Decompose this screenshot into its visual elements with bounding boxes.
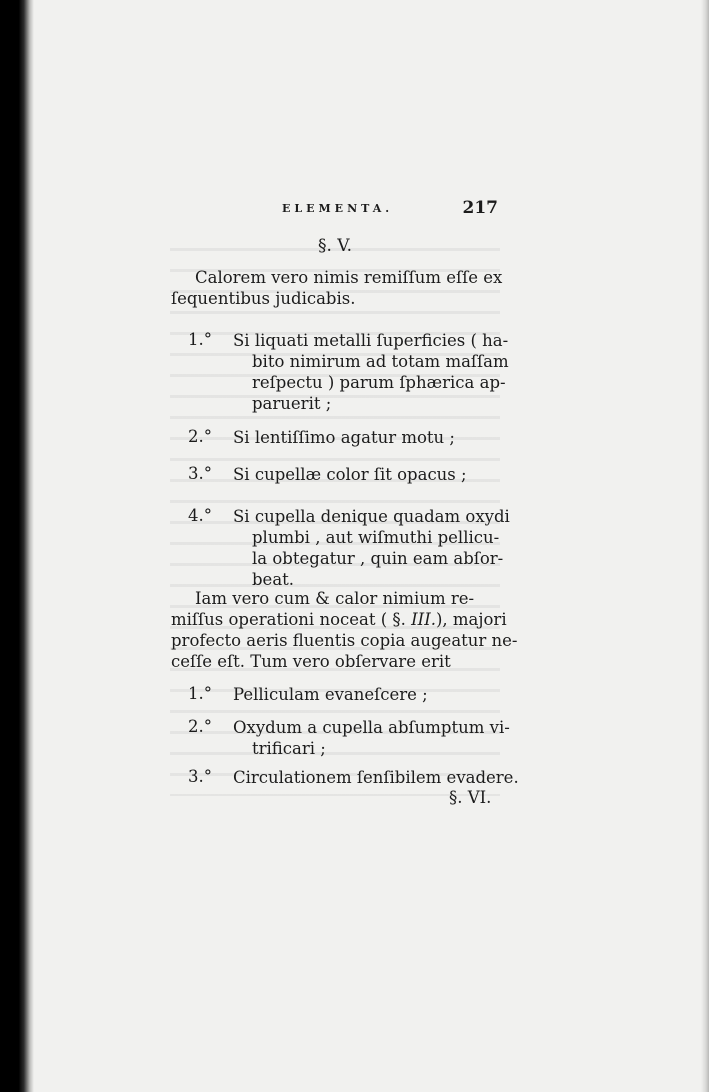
section-title: §. V.: [317, 236, 353, 256]
para2-line-2: [171, 609, 507, 630]
list1-item4-line-4: beat.: [252, 570, 295, 589]
list2-item2-line-1: Oxydum a cupella abſumptum vi-: [233, 718, 510, 737]
page-number: 217: [462, 198, 498, 218]
list2-item1-line-1: Pelliculam evaneſcere ;: [233, 685, 428, 704]
para2-line-2-tail: ), majori: [435, 610, 507, 629]
list1-item3-line-1: Si cupellæ color ſit opacus ;: [233, 465, 467, 484]
page-header: [170, 198, 500, 222]
running-head: ELEMENTA.: [282, 202, 394, 215]
list1-item4-line-3: la obtegatur , quin eam abſor-: [252, 549, 504, 568]
intro-line-1: Calorem vero nimis remiſſum eſſe ex: [195, 268, 503, 287]
intro-line-2: ſequentibus judicabis.: [171, 289, 356, 308]
list2-item3-line-1: Circulationem ſenſibilem evadere.: [233, 768, 519, 787]
list1-item1-line-3: reſpectu ) parum ſphærica ap-: [252, 373, 506, 392]
list1-item4-line-1: Si cupella denique quadam oxydi: [233, 507, 510, 526]
list1-item1-line-1: Si liquati metalli ſuperficies ( ha-: [233, 331, 509, 350]
list1-item4-line-2: plumbi , aut wiſmuthi pellicu-: [252, 528, 500, 547]
list1-item1-line-2: bito nimirum ad totam maſſam: [252, 352, 509, 371]
list2-item2-number: 2.°: [188, 717, 212, 736]
list2-item1-number: 1.°: [188, 684, 212, 703]
para2-line-1: Iam vero cum & calor nimium re-: [195, 589, 475, 608]
para2-line-4: ceſſe eſt. Tum vero obſervare erit: [171, 652, 451, 671]
list2-item2-line-2: trificari ;: [252, 739, 326, 758]
list1-item2-line-1: Si lentiſſimo agatur motu ;: [233, 428, 455, 447]
list1-item4-number: 4.°: [188, 506, 212, 525]
list1-item2-number: 2.°: [188, 427, 212, 446]
list1-item3-number: 3.°: [188, 464, 212, 483]
section-reference: III.: [411, 610, 436, 629]
catchword: §. VI.: [449, 788, 492, 807]
list1-item1-number: 1.°: [188, 330, 212, 349]
list2-item3-number: 3.°: [188, 767, 212, 786]
para2-line-3: profecto aeris fluentis copia augeatur ne-: [171, 631, 518, 650]
list1-item1-line-4: paruerit ;: [252, 394, 332, 413]
para2-line-2-text: miſſus operationi noceat ( §.: [171, 610, 412, 629]
